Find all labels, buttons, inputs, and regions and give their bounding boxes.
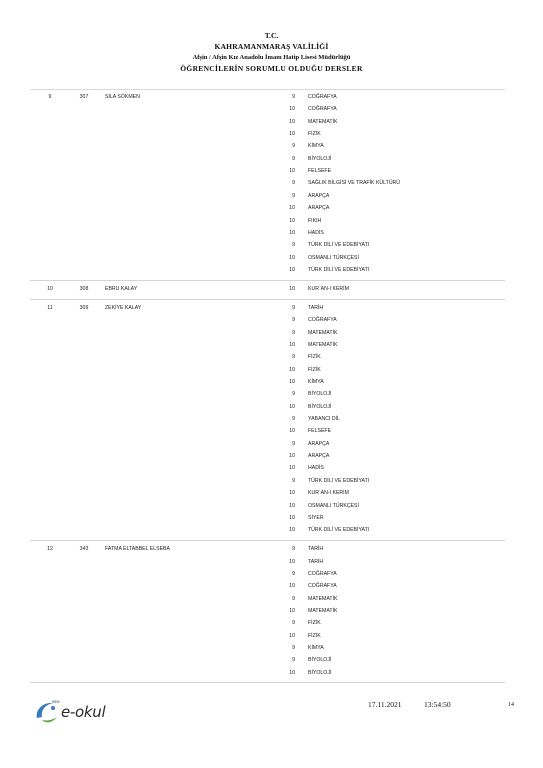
course-grade: 10 xyxy=(289,168,295,175)
student-row-number: 9 xyxy=(48,94,52,100)
course-grade: 9 xyxy=(292,94,295,100)
course-grade: 10 xyxy=(289,490,295,497)
footer-time: 13:54:50 xyxy=(424,700,451,709)
header-tc: T.C. xyxy=(264,31,279,40)
course-name: ARAPÇA xyxy=(308,440,330,447)
course-name: KUR`AN-I KERİM xyxy=(308,490,349,497)
course-name: ARAPÇA xyxy=(308,192,330,199)
student-name: EBRU KALAY xyxy=(105,285,138,292)
course-grade: 10 xyxy=(289,118,295,125)
course-grade: 9 xyxy=(292,657,295,664)
course-name: TARİH xyxy=(308,304,324,311)
course-grade: 10 xyxy=(289,266,295,273)
student-name: ZEKİYE KALAY xyxy=(105,304,142,311)
course-name: TÜRK DİLİ VE EDEBİYATI xyxy=(308,527,370,534)
course-grade: 10 xyxy=(289,403,295,410)
course-name: SİYER xyxy=(308,514,324,521)
course-grade: 10 xyxy=(289,583,295,590)
course-name: COĞRAFYA xyxy=(308,94,337,100)
student-name: FATMA ELTABBEL ELSEBA xyxy=(105,546,170,553)
course-name: YABANCI DİL xyxy=(308,416,340,423)
e-okul-logo xyxy=(33,694,123,732)
course-grade: 9 xyxy=(292,317,295,324)
course-grade: 9 xyxy=(292,155,295,162)
course-name: BİYOLOJİ xyxy=(308,657,332,664)
page-title: ÖĞRENCİLERİN SORUMLU OLDUĞU DERSLER xyxy=(180,64,363,73)
course-grade: 10 xyxy=(289,254,295,261)
course-grade: 9 xyxy=(292,416,295,423)
course-grade: 10 xyxy=(289,428,295,435)
course-name: MATEMATİK xyxy=(308,607,338,614)
course-name: ARAPÇA xyxy=(308,205,330,212)
course-name: KİMYA xyxy=(308,379,324,385)
course-name: KUR`AN-I KERİM xyxy=(308,285,349,292)
course-name: FİZİK xyxy=(308,632,321,639)
course-name: FİZİK xyxy=(308,354,321,361)
course-name: BİYOLOJİ xyxy=(308,391,332,398)
course-grade: 10 xyxy=(289,527,295,534)
course-name: KİMYA xyxy=(308,645,324,651)
page-number: 14 xyxy=(508,702,514,708)
course-grade: 10 xyxy=(289,379,295,385)
course-grade: 9 xyxy=(292,546,295,553)
logo-meb-text: MEB xyxy=(52,700,60,704)
course-grade: 9 xyxy=(292,304,295,311)
course-grade: 9 xyxy=(292,391,295,398)
course-name: MATEMATİK xyxy=(308,341,338,348)
course-name: FIKIH xyxy=(308,217,322,224)
course-name: COĞRAFYA xyxy=(308,583,337,590)
course-name: HADİS xyxy=(308,229,324,236)
row-divider xyxy=(30,540,505,541)
course-grade: 10 xyxy=(289,453,295,460)
course-name: TARİH xyxy=(308,558,324,565)
course-grade: 10 xyxy=(289,607,295,614)
course-name: COĞRAFYA xyxy=(308,317,337,324)
course-name: ARAPÇA xyxy=(308,453,330,460)
course-name: COĞRAFYA xyxy=(308,570,337,577)
footer-date: 17.11.2021 xyxy=(368,700,402,709)
course-name: MATEMATİK xyxy=(308,118,338,125)
course-grade: 10 xyxy=(289,502,295,509)
course-grade: 10 xyxy=(289,285,295,292)
course-grade: 9 xyxy=(292,645,295,651)
course-grade: 9 xyxy=(292,242,295,249)
course-grade: 9 xyxy=(292,620,295,627)
student-number: 307 xyxy=(79,94,89,100)
course-name: MATEMATİK xyxy=(308,329,338,336)
course-name: OSMANLI TÜRKÇESİ xyxy=(308,502,359,509)
student-number: 343 xyxy=(79,546,89,553)
course-grade: 9 xyxy=(292,143,295,150)
course-name: HADİS xyxy=(308,465,324,472)
course-grade: 9 xyxy=(292,180,295,187)
course-name: TÜRK DİLİ VE EDEBİYATI xyxy=(308,242,370,249)
course-name: TÜRK DİLİ VE EDEBİYATI xyxy=(308,266,370,273)
student-number: 309 xyxy=(79,304,89,311)
header-school: Afşin / Afşin Kız Anadolu İmam Hatip Lisesi Müdürlüğü xyxy=(192,54,351,61)
row-divider xyxy=(30,299,505,300)
logo-text: e-okul xyxy=(61,703,106,721)
course-grade: 10 xyxy=(289,558,295,565)
header-valilik: KAHRAMANMARAŞ VALİLİĞİ xyxy=(214,42,329,51)
course-grade: 9 xyxy=(292,595,295,602)
course-name: FELSEFE xyxy=(308,168,332,175)
course-name: BİYOLOJİ xyxy=(308,155,332,162)
course-grade: 10 xyxy=(289,229,295,236)
table-bottom-divider xyxy=(30,682,505,683)
course-name: TÜRK DİLİ VE EDEBİYATI xyxy=(308,477,370,484)
course-grade: 10 xyxy=(289,131,295,138)
course-grade: 10 xyxy=(289,205,295,212)
course-grade: 9 xyxy=(292,477,295,484)
course-grade: 10 xyxy=(289,106,295,113)
course-grade: 10 xyxy=(289,465,295,472)
course-grade: 10 xyxy=(289,669,295,676)
course-name: KİMYA xyxy=(308,143,324,150)
top-divider xyxy=(30,89,505,90)
course-grade: 9 xyxy=(292,570,295,577)
course-grade: 9 xyxy=(292,354,295,361)
course-grade: 10 xyxy=(289,341,295,348)
course-name: BİYOLOJİ xyxy=(308,669,332,676)
course-name: COĞRAFYA xyxy=(308,106,337,113)
course-name: FELSEFE xyxy=(308,428,332,435)
course-name: SAĞLIK BİLGİSİ VE TRAFİK KÜLTÜRÜ xyxy=(308,180,401,187)
course-name: TARİH xyxy=(308,546,324,553)
course-grade: 9 xyxy=(292,329,295,336)
student-name: SILA SÖKMEN xyxy=(105,94,140,100)
course-grade: 9 xyxy=(292,192,295,199)
course-name: FİZİK xyxy=(308,366,321,373)
course-name: BİYOLOJİ xyxy=(308,403,332,410)
course-name: MATEMATİK xyxy=(308,595,338,602)
course-grade: 10 xyxy=(289,217,295,224)
row-divider xyxy=(30,280,505,281)
course-grade: 10 xyxy=(289,632,295,639)
course-grade: 10 xyxy=(289,366,295,373)
course-grade: 10 xyxy=(289,514,295,521)
course-name: OSMANLI TÜRKÇESİ xyxy=(308,254,359,261)
course-name: FİZİK xyxy=(308,131,321,138)
student-number: 308 xyxy=(79,285,89,292)
student-row-number: 10 xyxy=(47,285,53,292)
student-row-number: 12 xyxy=(47,546,53,553)
student-row-number: 11 xyxy=(47,304,53,311)
course-name: FİZİK xyxy=(308,620,321,627)
course-grade: 9 xyxy=(292,440,295,447)
